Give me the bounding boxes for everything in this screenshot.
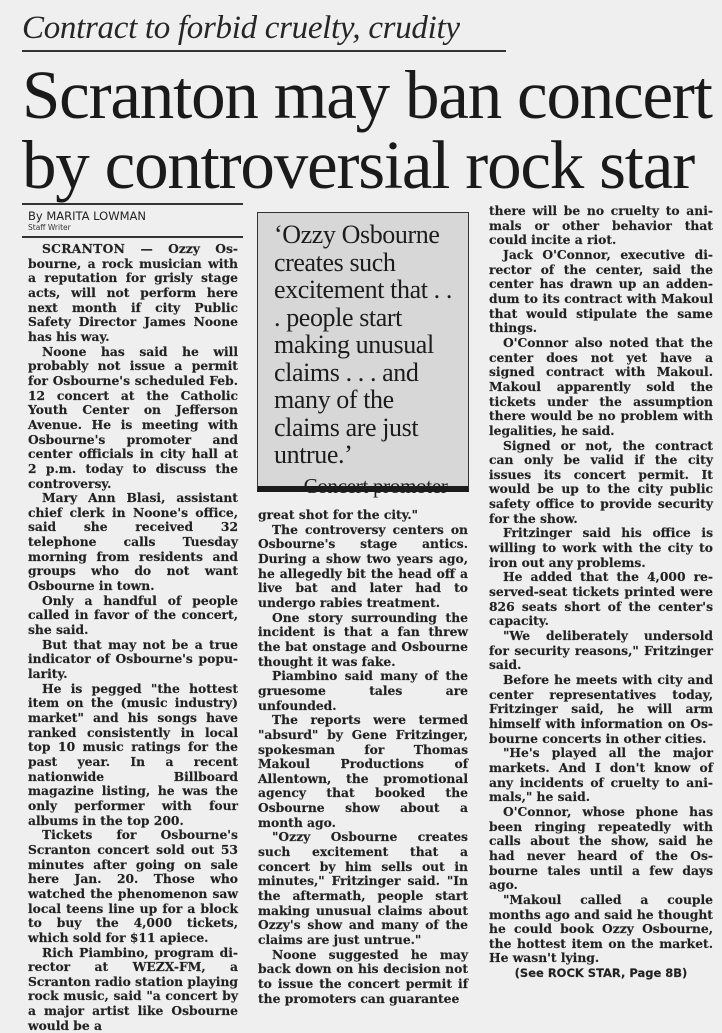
main-headline	[22, 60, 722, 200]
paragraph: The reports were termed "absurd" by Gene Fritzinger, spokesman for Thomas Makoul Productions of Allentown, the promotional agency that booked the Osbourne show about a month ago.	[258, 713, 468, 830]
pull-quote-attribution: — Concert promoter	[274, 473, 462, 499]
paragraph: Signed or not, the contract can only be valid if the city issues its concert permit. It would be up to the city public safety office to provide security for the show.	[489, 439, 713, 527]
paragraph: Piambino said many of the gruesome tales are unfounded.	[258, 669, 468, 713]
dateline: SCRANTON	[42, 241, 125, 256]
paragraph: Noone has said he will probably not issue a permit for Osbourne's scheduled Feb. 12 concert at the Catholic Youth Center on Jefferson Avenue. He is meeting with Osbourne's promoter and center officials in city hall at 2 p.m. today to discuss the controversy.	[28, 345, 238, 492]
article-column-3	[489, 204, 713, 981]
paragraph: He is pegged "the hottest item on the (music industry) market" and his songs have ranked consistently in local top 10 music ratings for the past year. In a recent nationwide Billboard magazine listing, he was the only performer with four albums in the top 200.	[28, 682, 238, 829]
article-column-2	[258, 508, 468, 1006]
jump-line-link[interactable]: (See ROCK STAR, Page 8B)	[489, 966, 713, 981]
paragraph: "Ozzy Osbourne creates such excitement that a concert by him sells out in minutes," Fritzinger said. "In the aftermath, people start making unusual claims about Ozzy's show and many of the claims are just untrue."	[258, 830, 468, 947]
paragraph: One story surrounding the incident is that a fan threw the bat onstage and Osbourne thought it was fake.	[258, 611, 468, 670]
paragraph: Mary Ann Blasi, assistant chief clerk in Noone's office, said she received 32 telephone calls Tuesday morning from residents and groups who do not want Osbourne in town.	[28, 491, 238, 594]
paragraph: Rich Piambino, program director at WEZX-FM, a Scranton radio station playing rock music, said "a concert by a major artist like Osbourne would be a	[28, 946, 238, 1033]
paragraph: there will be no cruelty to animals or other behavior that could incite a riot.	[489, 204, 713, 248]
paragraph: Only a handful of people called in favor of the concert, she said.	[28, 594, 238, 638]
paragraph: The controversy centers on Osbourne's stage antics. During a show two years ago, he allegedly bit the head off a live bat and later had to undergo rabies treatment.	[258, 523, 468, 611]
paragraph: great shot for the city."	[258, 508, 468, 523]
kicker-headline: Contract to forbid cruelty, crudity	[22, 8, 506, 52]
paragraph: Fritzinger said his office is willing to work with the city to iron out any problems.	[489, 526, 713, 570]
pull-quote-text: ‘Ozzy Osbourne creates such excitement that . . . people start making unusual claims . . . and many of the claims are just untrue.’	[274, 221, 462, 469]
paragraph: O'Connor, whose phone has been ringing repeatedly with calls about the show, said he had never heard of the Osbourne tales until a few days ago.	[489, 805, 713, 893]
paragraph: Tickets for Osbourne's Scranton concert sold out 53 minutes after going on sale here Jan. 20. Those who watched the phenomenon saw local teens line up for a block to buy the 4,000 tickets, which sold for $11 apiece.	[28, 828, 238, 945]
paragraph: Before he meets with city and center representatives today, Fritzinger said, he will arm himself with information on Osbourne concerts in other cities.	[489, 673, 713, 746]
headline-line-2: by controversial rock star	[22, 130, 722, 200]
paragraph: "Makoul called a couple months ago and said he thought he could book Ozzy Osbourne, the hottest item on the market. He wasn't lying.	[489, 893, 713, 966]
byline-block	[22, 203, 243, 238]
lead-paragraph	[28, 242, 238, 345]
paragraph: But that may not be a true indicator of Osbourne's popularity.	[28, 638, 238, 682]
lead-text: — Ozzy Osbourne, a rock musician with a reputation for grisly stage acts, will not perform here next month if city Public Safety Director James Noone has his way.	[28, 241, 238, 344]
paragraph: He added that the 4,000 reserved-seat tickets printed were 826 seats short of the center's capacity.	[489, 570, 713, 629]
paragraph: O'Connor also noted that the center does not yet have a signed contract with Makoul. Makoul apparently sold the tickets under the assumption there would be no problem with legalities, he said.	[489, 336, 713, 439]
paragraph: "He's played all the major markets. And I don't know of any incidents of cruelty to animals," he said.	[489, 746, 713, 805]
byline-role: Staff Writer	[28, 223, 243, 233]
article-column-1	[28, 242, 238, 1033]
paragraph: Jack O'Connor, executive director of the center, said the center has drawn up an addendum to its contract with Makoul that would stipulate the same things.	[489, 248, 713, 336]
paragraph: "We deliberately undersold for security reasons," Fritzinger said.	[489, 629, 713, 673]
byline: By MARITA LOWMAN	[28, 209, 243, 223]
headline-line-1: Scranton may ban concert	[22, 60, 722, 130]
pull-quote-box	[257, 212, 469, 492]
paragraph: Noone suggested he may back down on his decision not to issue the concert permit if the promoters can guarantee	[258, 948, 468, 1007]
